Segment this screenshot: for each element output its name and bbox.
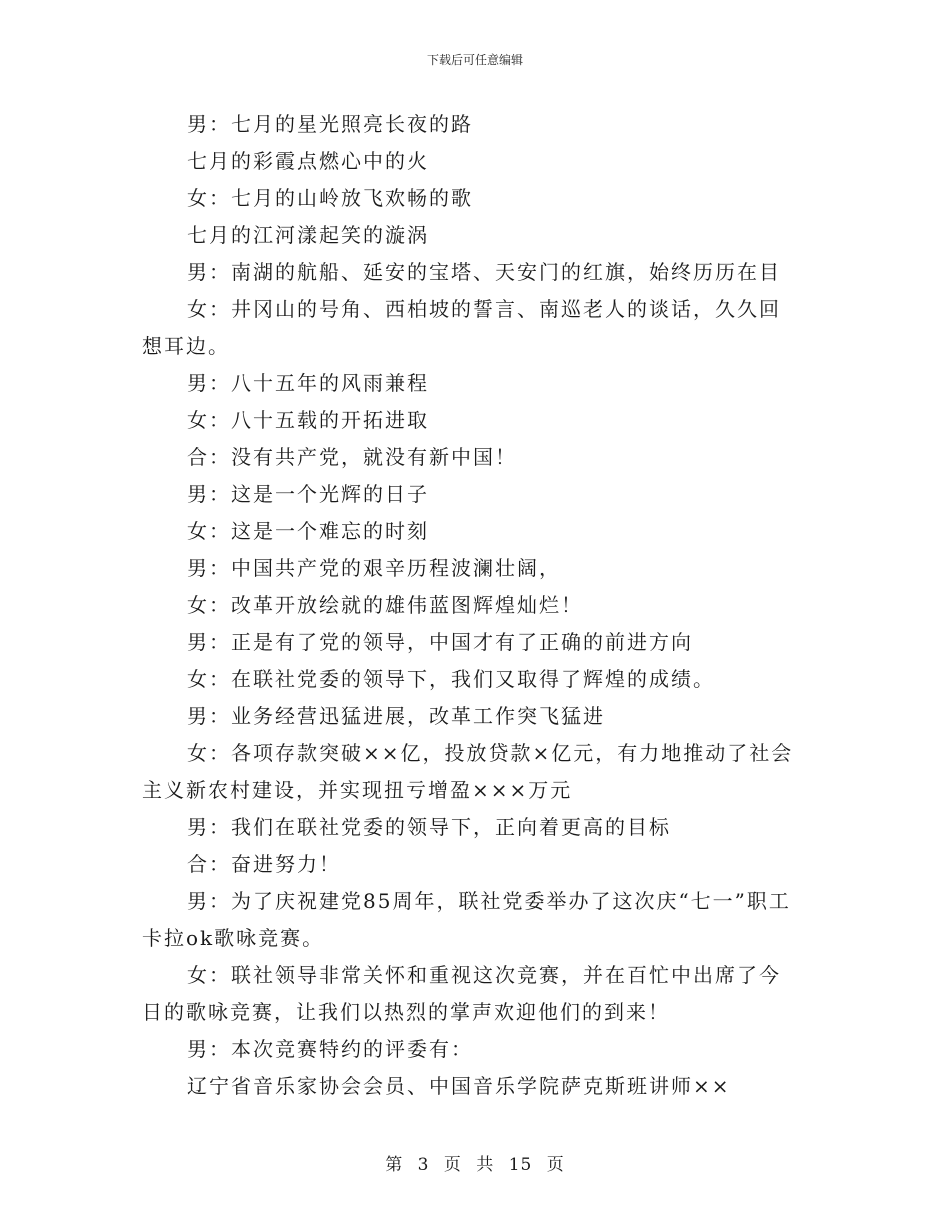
paragraph: 男：南湖的航船、延安的宝塔、天安门的红旗，始终历历在目 — [187, 260, 781, 284]
paragraph: 男：我们在联社党委的领导下，正向着更高的目标 — [187, 815, 671, 839]
paragraph: 男：为了庆祝建党85周年，联社党委举办了这次庆“七一”职工卡拉ok歌咏竞赛。 — [142, 889, 791, 950]
paragraph: 女：在联社党委的领导下，我们又取得了辉煌的成绩。 — [187, 667, 715, 691]
paragraph: 男：这是一个光辉的日子 — [187, 482, 429, 506]
paragraph: 男：本次竞赛特约的评委有： — [187, 1037, 473, 1061]
paragraph: 合：奋进努力！ — [187, 852, 341, 876]
paragraph: 女：各项存款突破××亿，投放贷款×亿元，有力地推动了社会主义新农村建设，并实现扭亏增盈×××万元 — [142, 741, 794, 802]
page-number-footer: 第 3 页 共 15 页 — [385, 1155, 565, 1175]
paragraph: 女：七月的山岭放飞欢畅的歌 — [187, 186, 473, 210]
paragraph: 男：八十五年的风雨兼程 — [187, 371, 429, 395]
paragraph: 男：正是有了党的领导，中国才有了正确的前进方向 — [187, 630, 693, 654]
page-body — [142, 106, 802, 1105]
paragraph: 男：七月的星光照亮长夜的路 — [187, 112, 473, 136]
paragraph: 女：改革开放绘就的雄伟蓝图辉煌灿烂！ — [187, 593, 583, 617]
paragraph: 女：联社领导非常关怀和重视这次竞赛，并在百忙中出席了今日的歌咏竞赛，让我们以热烈的掌声欢迎他们的到来！ — [142, 963, 781, 1024]
page-header: 下载后可任意编辑 — [426, 53, 523, 67]
paragraph: 辽宁省音乐家协会会员、中国音乐学院萨克斯班讲师×× — [187, 1074, 731, 1098]
paragraph: 女：八十五载的开拓进取 — [187, 408, 429, 432]
paragraph: 男：业务经营迅猛进展，改革工作突飞猛进 — [187, 704, 605, 728]
paragraph: 七月的彩霞点燃心中的火 — [187, 149, 429, 173]
paragraph: 女：井冈山的号角、西柏坡的誓言、南巡老人的谈话，久久回想耳边。 — [142, 297, 781, 358]
paragraph: 女：这是一个难忘的时刻 — [187, 519, 429, 543]
paragraph: 男：中国共产党的艰辛历程波澜壮阔， — [187, 556, 561, 580]
paragraph: 七月的江河漾起笑的漩涡 — [187, 223, 429, 247]
paragraph: 合：没有共产党，就没有新中国！ — [187, 445, 517, 469]
